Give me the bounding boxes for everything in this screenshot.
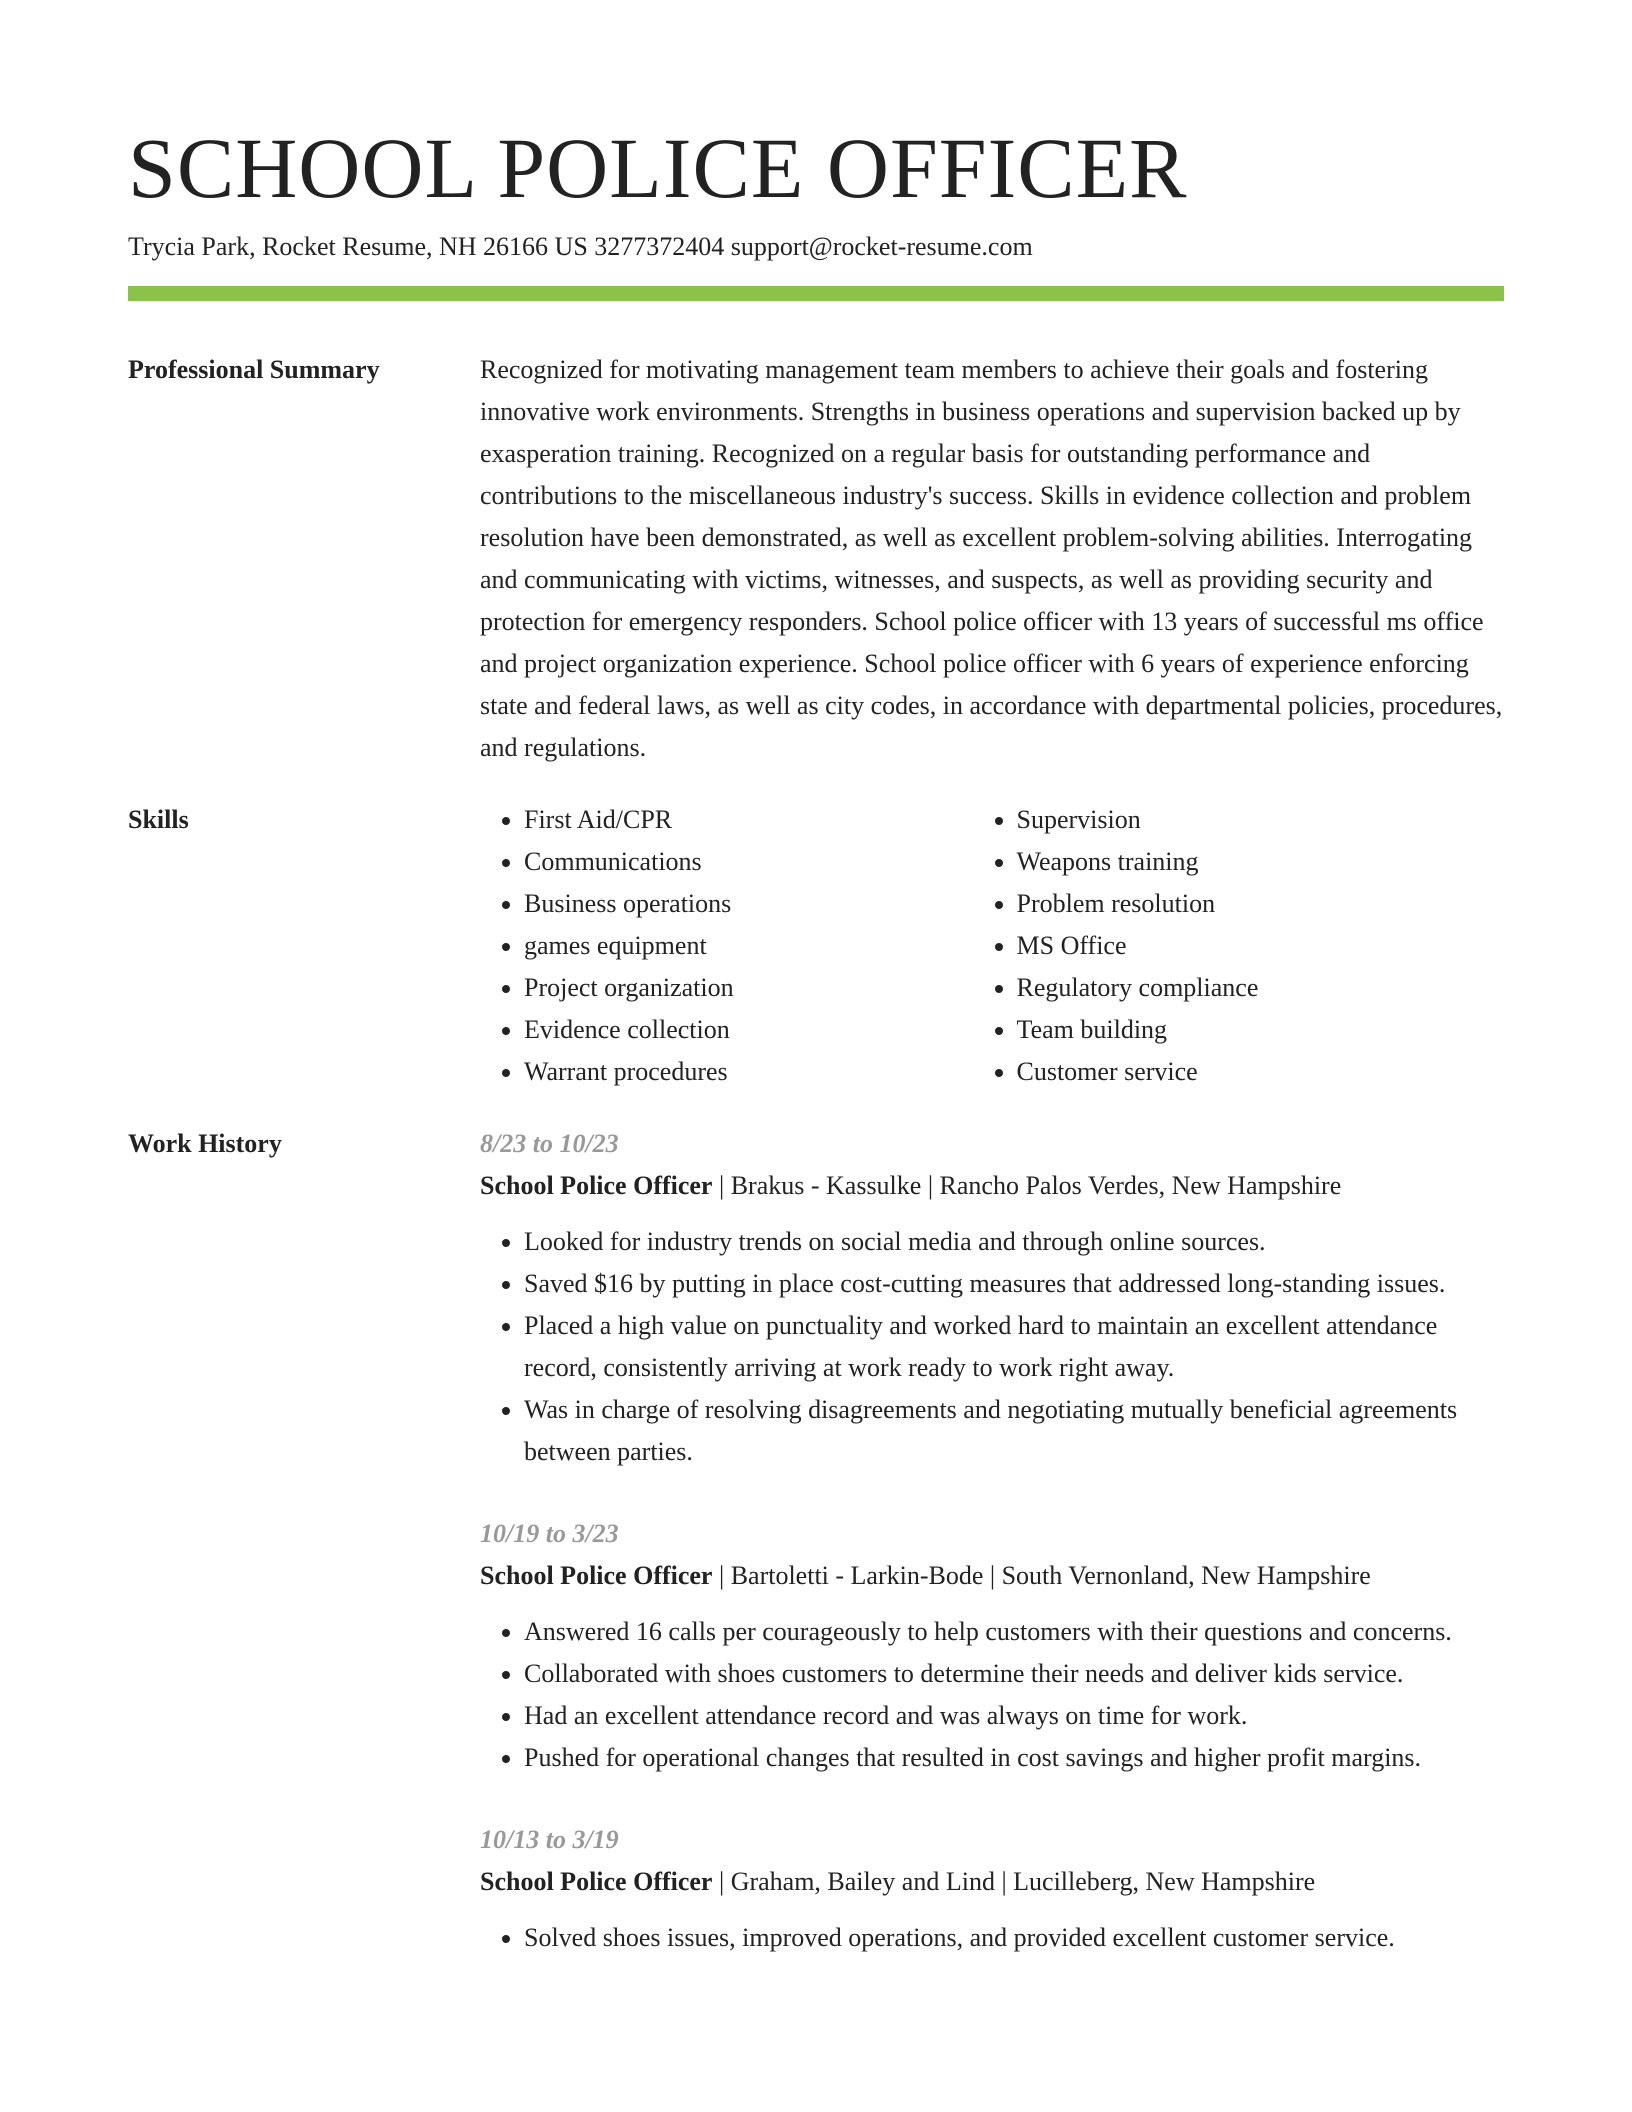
job-employer-location: | Bartoletti - Larkin-Bode | South Vernonland, New Hampshire [712,1561,1371,1590]
job-entry [480,1123,1504,1473]
contact-line: Trycia Park, Rocket Resume, NH 26166 US 3277372404 support@rocket-resume.com [128,232,1033,261]
skill-item: • Problem resolution [1017,883,1505,925]
job-bullets [480,1221,1504,1473]
job-bullet: • Collaborated with shoes customers to determine their needs and deliver kids service. [524,1653,1504,1695]
skills-content [480,799,1504,1093]
skill-item: • Supervision [1017,799,1505,841]
job-bullets [480,1917,1504,1959]
work-history-section [128,1123,1504,1999]
skill-item: • Customer service [1017,1051,1505,1093]
summary-section [128,349,1504,769]
skill-item: • Warrant procedures [524,1051,973,1093]
job-bullets [480,1611,1504,1779]
job-employer-location: | Graham, Bailey and Lind | Lucilleberg, New Hampshire [712,1867,1316,1896]
skill-item: • Evidence collection [524,1009,973,1051]
skills-list-right [973,799,1505,1093]
summary-heading: Professional Summary [128,355,380,384]
skill-item: • Team building [1017,1009,1505,1051]
summary-content [480,349,1504,769]
skill-item: • Communications [524,841,973,883]
job-dates: 8/23 to 10/23 [480,1129,619,1158]
job-entry [480,1513,1504,1779]
summary-text: Recognized for motivating management team members to achieve their goals and fostering innovative work environments. Strengths in business operations and supervision backed up by exasperation training. Recognized on a regular basis for outstanding performance and contributions to the miscellaneous industry's success. Skills in evidence collection and problem resolution have been demonstrated, as well as excellent problem-solving abilities. Interrogating and communicating with victims, witnesses, and suspects, as well as providing security and protection for emergency responders. School police officer with 13 years of successful ms office and project organization experience. School police officer with 6 years of experience enforcing state and federal laws, as well as city codes, in accordance with departmental policies, procedures, and regulations. [480,355,1503,762]
skill-item: • Regulatory compliance [1017,967,1505,1009]
job-employer-location: | Brakus - Kassulke | Rancho Palos Verdes, New Hampshire [712,1171,1342,1200]
job-bullet: • Looked for industry trends on social media and through online sources. [524,1221,1504,1263]
skill-item: • MS Office [1017,925,1505,967]
skill-item: • Weapons training [1017,841,1505,883]
job-header [480,1165,1504,1207]
job-title: School Police Officer [480,1171,713,1200]
resume-page [128,118,1504,1999]
work-history-content [480,1123,1504,1999]
resume-title: SCHOOL POLICE OFFICER [128,120,1188,216]
skill-item: • Project organization [524,967,973,1009]
job-bullet: • Answered 16 calls per courageously to help customers with their questions and concerns. [524,1611,1504,1653]
skill-item: • games equipment [524,925,973,967]
job-entry [480,1819,1504,1959]
job-bullet: • Pushed for operational changes that resulted in cost savings and higher profit margins. [524,1737,1504,1779]
job-title: School Police Officer [480,1867,713,1896]
skills-list-left [480,799,973,1093]
job-bullet: • Was in charge of resolving disagreements and negotiating mutually beneficial agreements between parties. [524,1389,1504,1473]
job-header [480,1555,1504,1597]
job-dates: 10/19 to 3/23 [480,1519,619,1548]
skill-item: • Business operations [524,883,973,925]
job-title: School Police Officer [480,1561,713,1590]
job-bullet: • Had an excellent attendance record and was always on time for work. [524,1695,1504,1737]
skills-section [128,799,1504,1093]
job-dates: 10/13 to 3/19 [480,1825,619,1854]
job-bullet: • Placed a high value on punctuality and worked hard to maintain an excellent attendance record, consistently arriving at work ready to work right away. [524,1305,1504,1389]
accent-divider [128,286,1504,301]
job-bullet: • Solved shoes issues, improved operations, and provided excellent customer service. [524,1917,1504,1959]
job-header [480,1861,1504,1903]
skills-heading: Skills [128,805,189,834]
skill-item: • First Aid/CPR [524,799,973,841]
job-bullet: • Saved $16 by putting in place cost-cutting measures that addressed long-standing issues. [524,1263,1504,1305]
work-history-heading: Work History [128,1129,282,1158]
